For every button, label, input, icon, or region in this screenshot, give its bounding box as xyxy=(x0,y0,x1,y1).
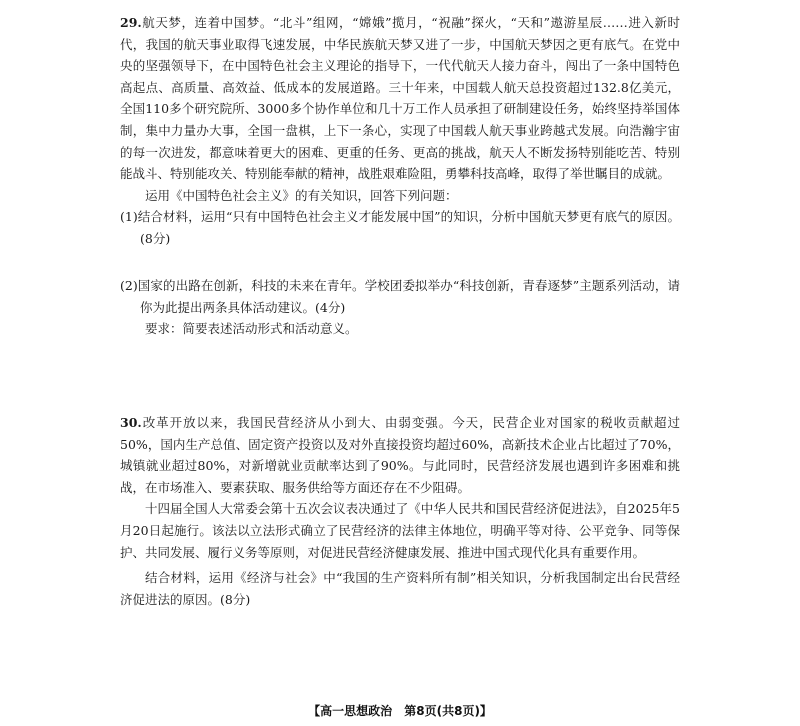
question-30 xyxy=(120,412,680,610)
q30-number: 30. xyxy=(120,415,142,430)
question-29 xyxy=(120,12,680,250)
q29-material xyxy=(120,12,680,185)
q29-sub2-requirement: 要求：简要表述活动形式和活动意义。 xyxy=(145,321,358,337)
q29-material-text: 航天梦，连着中国梦。“北斗”组网，“嫦娥”揽月，“祝融”探火，“天和”遨游星辰……进入新时代，我国的航天事业取得飞速发展，中华民族航天梦又进了一步，中国航天梦因之更有底气。在党中央的坚强领导下，在中国特色社会主义理论的指导下，一代代航天人接力奋斗，闯出了一条中国特色高起点、高质量、高效益、低成本的发展道路。三十年来，中国载人航天总投资超过132.8亿美元，全国110多个研究院所、3000多个协作单位和几十万工作人员承担了研制建设任务，始终坚持举国体制，集中力量办大事，全国一盘棋，上下一条心，实现了中国载人航天事业跨越式发展。向浩瀚宇宙的每一次进发，都意味着更大的困难、更重的任务、更高的挑战，航天人不断发扬特别能吃苦、特别能战斗、特别能攻关、特别能奉献的精神，战胜艰难险阻，勇攀科技高峰，取得了举世瞩目的成就。 xyxy=(120,15,680,182)
footer-subject: 【高一思想政治 xyxy=(308,704,393,718)
q29-instruction: 运用《中国特色社会主义》的有关知识，回答下列问题： xyxy=(145,187,458,203)
q29-number: 29. xyxy=(120,15,142,30)
q30-para2: 十四届全国人大常委会第十五次会议表决通过了《中华人民共和国民营经济促进法》，自2025年5月20日起施行。该法以立法形式确立了民营经济的法律主体地位，明确平等对待、公平竞争、同等保护、共同发展、履行义务等原则，对促进民营经济健康发展、推进中国式现代化具有重要作用。 xyxy=(120,501,680,560)
q29-sub2: (2)国家的出路在创新，科技的未来在青年。学校团委拟举办“科技创新，青春逐梦”主题系列活动，请你为此提出两条具体活动建议。(4分) xyxy=(120,278,680,315)
q30-question: 结合材料，运用《经济与社会》中“我国的生产资料所有制”相关知识，分析我国制定出台民营经济促进法的原因。(8分) xyxy=(120,570,680,607)
q30-para1 xyxy=(120,412,680,498)
q29-sub1: (1)结合材料，运用“只有中国特色社会主义才能发展中国”的知识，分析中国航天梦更有底气的原因。(8分) xyxy=(120,209,680,246)
page-footer xyxy=(0,702,800,719)
question-29-part-2 xyxy=(120,275,680,340)
footer-page-number: 第8页(共8页)】 xyxy=(404,704,492,718)
q30-para1-text: 改革开放以来，我国民营经济从小到大、由弱变强。今天，民营企业对国家的税收贡献超过50%，国内生产总值、固定资产投资以及对外直接投资均超过60%，高新技术企业占比超过了70%，城镇就业超过80%，对新增就业贡献率达到了90%。与此同时，民营经济发展也遇到许多困难和挑战，在市场准入、要素获取、服务供给等方面还存在不少阻碍。 xyxy=(120,415,680,495)
